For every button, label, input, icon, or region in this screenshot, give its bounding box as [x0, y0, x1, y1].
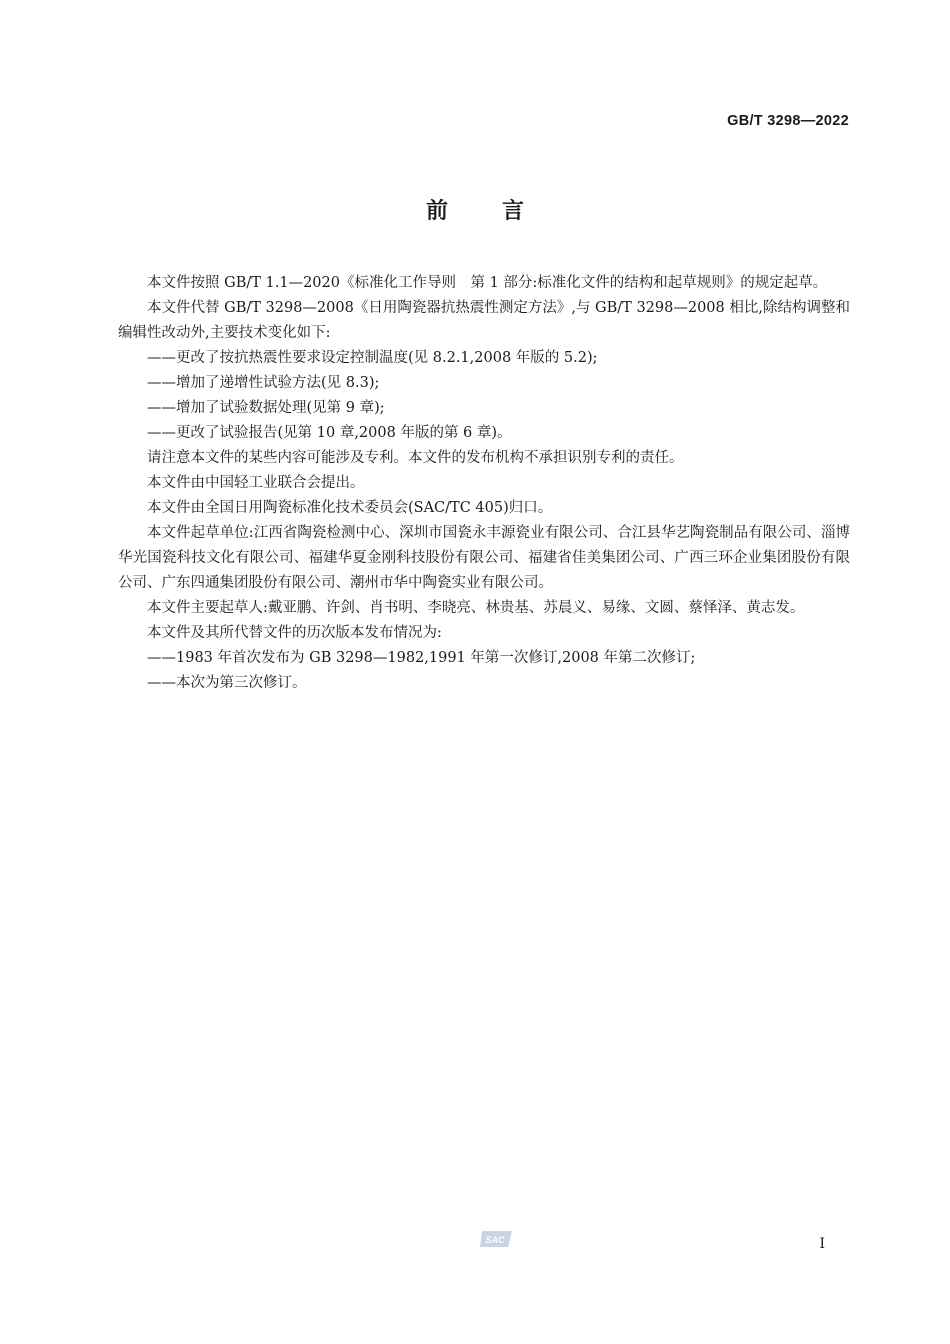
page-number: I [819, 1236, 825, 1252]
paragraph-drafting-rules: 本文件按照 GB/T 1.1—2020《标准化工作导则 第 1 部分:标准化文件的结构和起草规则》的规定起草。 [147, 275, 828, 291]
document-body [118, 271, 850, 696]
standard-code: GB/T 3298—2022 [727, 113, 849, 129]
list-item-history-1: ——1983 年首次发布为 GB 3298—1982,1991 年第一次修订,2008 年第二次修订; [147, 650, 696, 666]
sac-logo-icon [478, 1229, 514, 1249]
list-item-change-3: ——增加了试验数据处理(见第 9 章); [147, 400, 385, 416]
list-item-change-2: ——增加了递增性试验方法(见 8.3); [147, 375, 380, 391]
paragraph-drafting-units: 本文件起草单位:江西省陶瓷检测中心、深圳市国瓷永丰源瓷业有限公司、合江县华艺陶瓷制品有限公司、淄博华光国瓷科技文化有限公司、福建华夏金刚科技股份有限公司、福建省佳美集团公司、广西三环企业集团股份有限公司、广东四通集团股份有限公司、潮州市华中陶瓷实业有限公司。 [118, 525, 850, 591]
paragraph-patent-notice: 请注意本文件的某些内容可能涉及专利。本文件的发布机构不承担识别专利的责任。 [147, 450, 684, 466]
list-item-change-4: ——更改了试验报告(见第 10 章,2008 年版的第 6 章)。 [147, 425, 512, 441]
paragraph-drafters: 本文件主要起草人:戴亚鹏、许剑、肖书明、李晓亮、林贵基、苏晨义、易缘、文圆、蔡怿泽、黄志发。 [147, 600, 805, 616]
list-item-change-1: ——更改了按抗热震性要求设定控制温度(见 8.2.1,2008 年版的 5.2); [147, 350, 598, 366]
paragraph-under-jurisdiction: 本文件由全国日用陶瓷标准化技术委员会(SAC/TC 405)归口。 [147, 500, 553, 516]
page-title: 前言 [425, 199, 578, 224]
paragraph-proposed-by: 本文件由中国轻工业联合会提出。 [147, 475, 365, 491]
list-item-history-2: ——本次为第三次修订。 [147, 675, 307, 691]
paragraph-version-history: 本文件及其所代替文件的历次版本发布情况为: [147, 625, 442, 641]
sac-logo-text: SAC [485, 1235, 505, 1245]
paragraph-replaces: 本文件代替 GB/T 3298—2008《日用陶瓷器抗热震性测定方法》,与 GB/T 3298—2008 相比,除结构调整和编辑性改动外,主要技术变化如下: [118, 300, 850, 341]
